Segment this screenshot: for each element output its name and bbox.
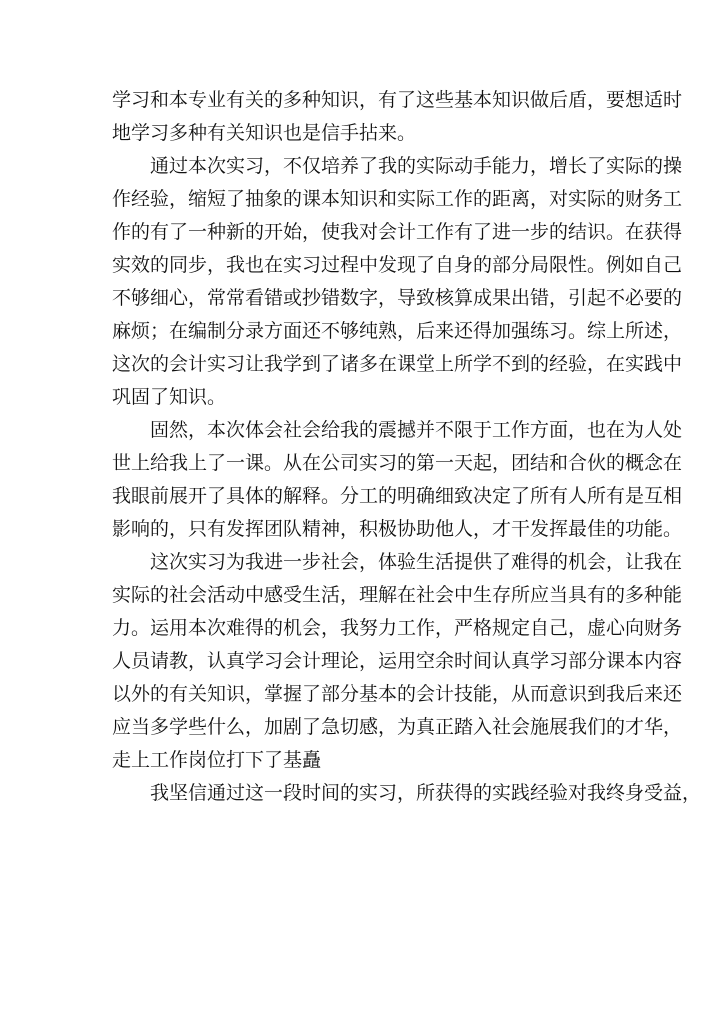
text-line: 力。运用本次难得的机会，我努力工作，严格规定自己，虚心向财务	[112, 617, 683, 639]
document-body	[112, 84, 702, 810]
text-line: 作经验，缩短了抽象的课本知识和实际工作的距离，对实际的财务工	[112, 188, 683, 210]
text-line: 麻烦；在编制分录方面还不够纯熟，后来还得加强练习。综上所述，	[112, 320, 683, 342]
text-line: 影响的，只有发挥团队精神，积极协助他人，才干发挥最佳的功能。	[112, 518, 683, 540]
paragraph-5	[112, 777, 702, 810]
text-line: 固然，本次体会社会给我的震撼并不限于工作方面，也在为人处	[150, 419, 683, 441]
paragraph-4	[112, 546, 683, 777]
text-line: 我坚信通过这一段时间的实习，所获得的实践经验对我终身受益，	[150, 782, 702, 804]
text-line: 学习和本专业有关的多种知识，有了这些基本知识做后盾，要想适时	[112, 89, 683, 111]
text-line: 世上给我上了一课。从在公司实习的第一天起，团结和合伙的概念在	[112, 452, 683, 474]
text-line: 实效的同步，我也在实习过程中发现了自身的部分局限性。例如自己	[112, 254, 683, 276]
text-line: 这次的会计实习让我学到了诸多在课堂上所学不到的经验，在实践中	[112, 353, 683, 375]
text-line: 巩固了知识。	[112, 386, 227, 408]
text-line: 我眼前展开了具体的解释。分工的明确细致决定了所有人所有是互相	[112, 485, 683, 507]
text-line: 实际的社会活动中感受生活，理解在社会中生存所应当具有的多种能	[112, 584, 683, 606]
text-line: 作的有了一种新的开始，使我对会计工作有了进一步的结识。在获得	[112, 221, 683, 243]
text-line: 人员请教，认真学习会计理论，运用空余时间认真学习部分课本内容	[112, 650, 683, 672]
text-line: 这次实习为我进一步社会，体验生活提供了难得的机会，让我在	[150, 551, 683, 573]
paragraph-3	[112, 414, 683, 546]
text-line: 走上工作岗位打下了基矗	[112, 749, 322, 771]
paragraph-1	[112, 84, 683, 150]
text-line: 地学习多种有关知识也是信手拈来。	[112, 122, 417, 144]
paragraph-2	[112, 150, 683, 414]
text-line: 不够细心，常常看错或抄错数字，导致核算成果出错，引起不必要的	[112, 287, 683, 309]
text-line: 应当多学些什么，加剧了急切感，为真正踏入社会施展我们的才华，	[112, 716, 683, 738]
text-line: 通过本次实习，不仅培养了我的实际动手能力，增长了实际的操	[150, 155, 683, 177]
text-line: 以外的有关知识，掌握了部分基本的会计技能，从而意识到我后来还	[112, 683, 683, 705]
